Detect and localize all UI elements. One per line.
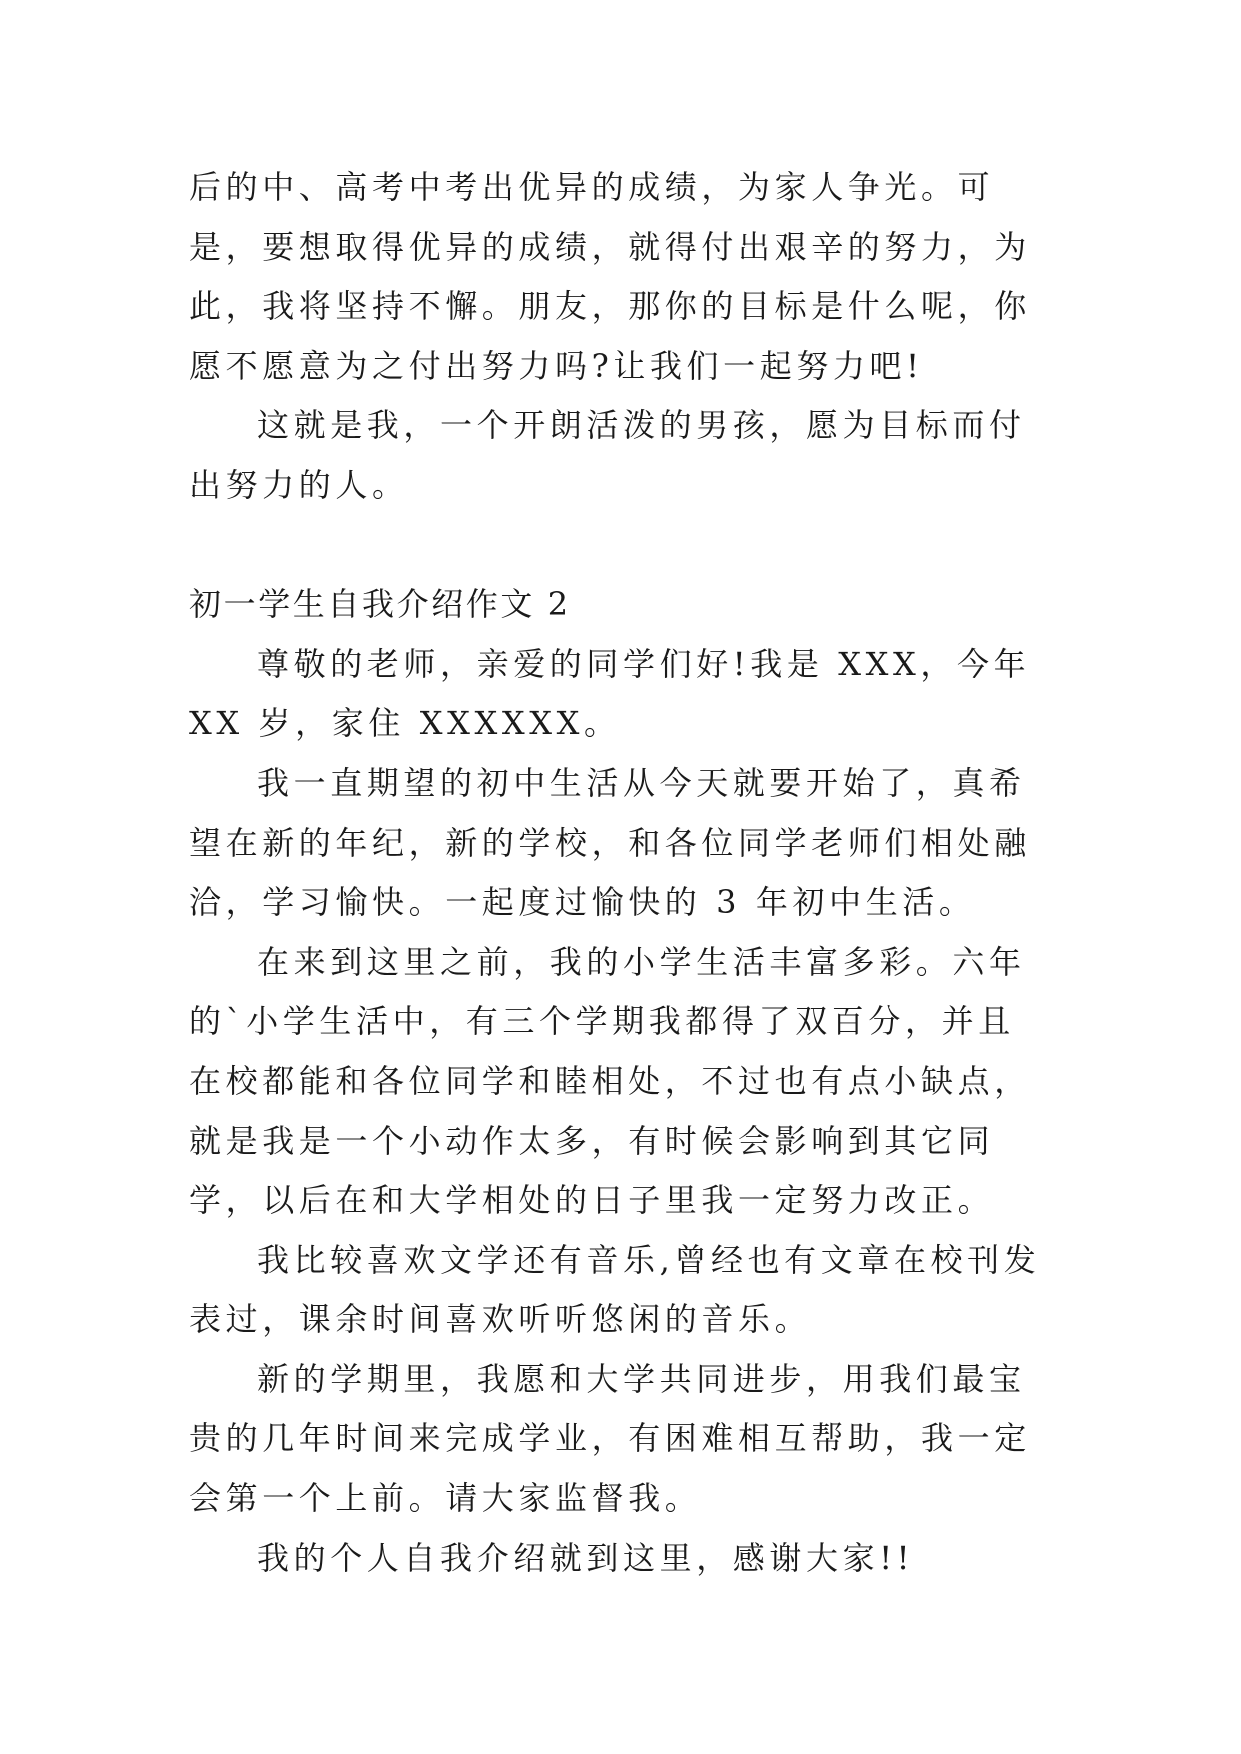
section-title: 初一学生自我介绍作文 2 — [189, 585, 571, 624]
document-body — [189, 158, 1049, 1588]
paragraph-continued: 后的中、高考中考出优异的成绩，为家人争光。可是，要想取得优异的成绩，就得付出艰辛的努力，为此，我将坚持不懈。朋友，那你的目标是什么呢，你愿不愿意为之付出努力吗?让我们一起努力吧! — [189, 168, 1031, 385]
paragraph-closing: 这就是我，一个开朗活泼的男孩，愿为目标而付出努力的人。 — [189, 406, 1026, 504]
paragraph-thanks: 我的个人自我介绍就到这里，感谢大家!! — [257, 1538, 915, 1577]
paragraph-primary-school: 在来到这里之前，我的小学生活丰富多彩。六年的`小学生活中，有三个学期我都得了双百分，并且在校都能和各位同学和睦相处，不过也有点小缺点，就是我是一个小动作太多，有时候会影响到其它同学，以后在和大学相处的日子里我一定努力改正。 — [189, 942, 1031, 1220]
paragraph-expectation: 我一直期望的初中生活从今天就要开始了，真希望在新的年纪，新的学校，和各位同学老师们相处融洽，学习愉快。一起度过愉快的 3 年初中生活。 — [189, 763, 1031, 922]
paragraph-hobbies: 我比较喜欢文学还有音乐,曾经也有文章在校刊发表过，课余时间喜欢听听悠闲的音乐。 — [189, 1240, 1041, 1339]
paragraph-greeting: 尊敬的老师，亲爱的同学们好!我是 XXX，今年 XX 岁，家住 XXXXXX。 — [189, 644, 1031, 743]
paragraph-new-semester: 新的学期里，我愿和大学共同进步，用我们最宝贵的几年时间来完成学业，有困难相互帮助，我一定会第一个上前。请大家监督我。 — [189, 1359, 1031, 1518]
